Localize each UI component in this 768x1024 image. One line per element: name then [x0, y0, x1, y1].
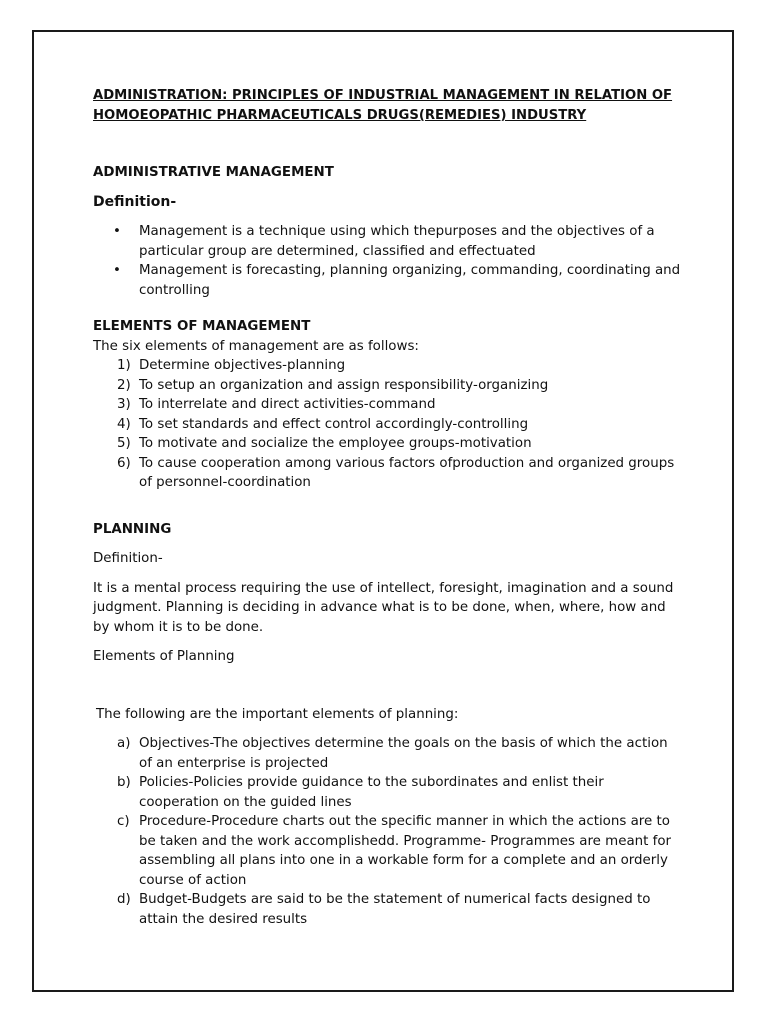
- list-marker: b): [117, 775, 131, 790]
- planning-definition-label: Definition-: [93, 551, 163, 566]
- list-marker: 1): [117, 358, 131, 373]
- document-title: [93, 86, 683, 126]
- list-item: [93, 434, 683, 454]
- list-marker: 3): [117, 397, 131, 412]
- list-item: [93, 454, 683, 493]
- document-title-line-1: ADMINISTRATION: PRINCIPLES OF INDUSTRIAL MANAGEMENT IN RELATION OF: [93, 88, 673, 103]
- list-item: [93, 812, 683, 890]
- planning-heading: PLANNING: [93, 521, 172, 537]
- list-item: [93, 376, 683, 396]
- definition-bullet-list: [93, 222, 683, 300]
- list-marker: 5): [117, 436, 131, 451]
- list-item: [93, 415, 683, 435]
- definition-heading: Definition-: [93, 193, 177, 210]
- bullet-icon: •: [113, 224, 121, 239]
- elements-of-management-heading: ELEMENTS OF MANAGEMENT: [93, 319, 311, 334]
- list-item-text: To set standards and effect control accordingly-controlling: [139, 416, 529, 432]
- planning-elements-lettered-list: [93, 734, 683, 929]
- list-item: [93, 773, 683, 812]
- list-item-text: Determine objectives-planning: [139, 358, 346, 373]
- planning-definition-text: It is a mental process requiring the use of intellect, foresight, imagination and a sound judgment. Planning is deciding in advance what is to be done, when, where, how and by whom it is to be done.: [93, 580, 674, 635]
- list-marker: 4): [117, 416, 131, 432]
- list-item-text: Budget-Budgets are said to be the statement of numerical facts designed to attain the desired results: [139, 892, 651, 927]
- list-item-text: To interrelate and direct activities-command: [139, 397, 436, 412]
- list-item-text: Policies-Policies provide guidance to the subordinates and enlist their cooperation on the guided lines: [139, 775, 604, 810]
- list-item-text: To motivate and socialize the employee groups-motivation: [139, 436, 532, 451]
- list-item-text: Management is a technique using which thepurposes and the objectives of a particular group are determined, classified and effectuated: [139, 224, 655, 259]
- list-item: [93, 222, 683, 261]
- bullet-icon: •: [113, 263, 121, 278]
- list-marker: 2): [117, 377, 131, 393]
- list-item-text: Management is forecasting, planning organizing, commanding, coordinating and controlling: [139, 263, 681, 298]
- list-marker: d): [117, 892, 131, 907]
- list-item-text: To cause cooperation among various factors ofproduction and organized groups of personnel-coordination: [139, 455, 675, 490]
- elements-intro: The six elements of management are as follows:: [93, 338, 419, 354]
- list-marker: c): [117, 814, 130, 829]
- administrative-management-heading: ADMINISTRATIVE MANAGEMENT: [93, 165, 334, 180]
- planning-elements-intro: The following are the important elements of planning:: [96, 706, 459, 722]
- elements-numbered-list: [93, 356, 683, 493]
- list-item: [93, 261, 683, 300]
- list-item-text: Objectives-The objectives determine the goals on the basis of which the action of an enterprise is projected: [139, 736, 668, 771]
- list-item: [93, 395, 683, 415]
- list-item: [93, 356, 683, 376]
- list-item-text: To setup an organization and assign responsibility-organizing: [139, 377, 549, 393]
- list-item: [93, 890, 683, 929]
- list-item-text: Procedure-Procedure charts out the specific manner in which the actions are to be taken and the work accomplishedd. Programme- Programmes are meant for assembling all plans into one in a workable form for a complete and an orderly course of action: [139, 814, 672, 888]
- list-marker: a): [117, 736, 131, 751]
- list-marker: 6): [117, 455, 131, 471]
- elements-of-planning-label: Elements of Planning: [93, 649, 235, 664]
- list-item: [93, 734, 683, 773]
- document-body: [93, 86, 683, 929]
- document-title-line-2: HOMOEOPATHIC PHARMACEUTICALS DRUGS(REMEDIES) INDUSTRY: [93, 108, 587, 123]
